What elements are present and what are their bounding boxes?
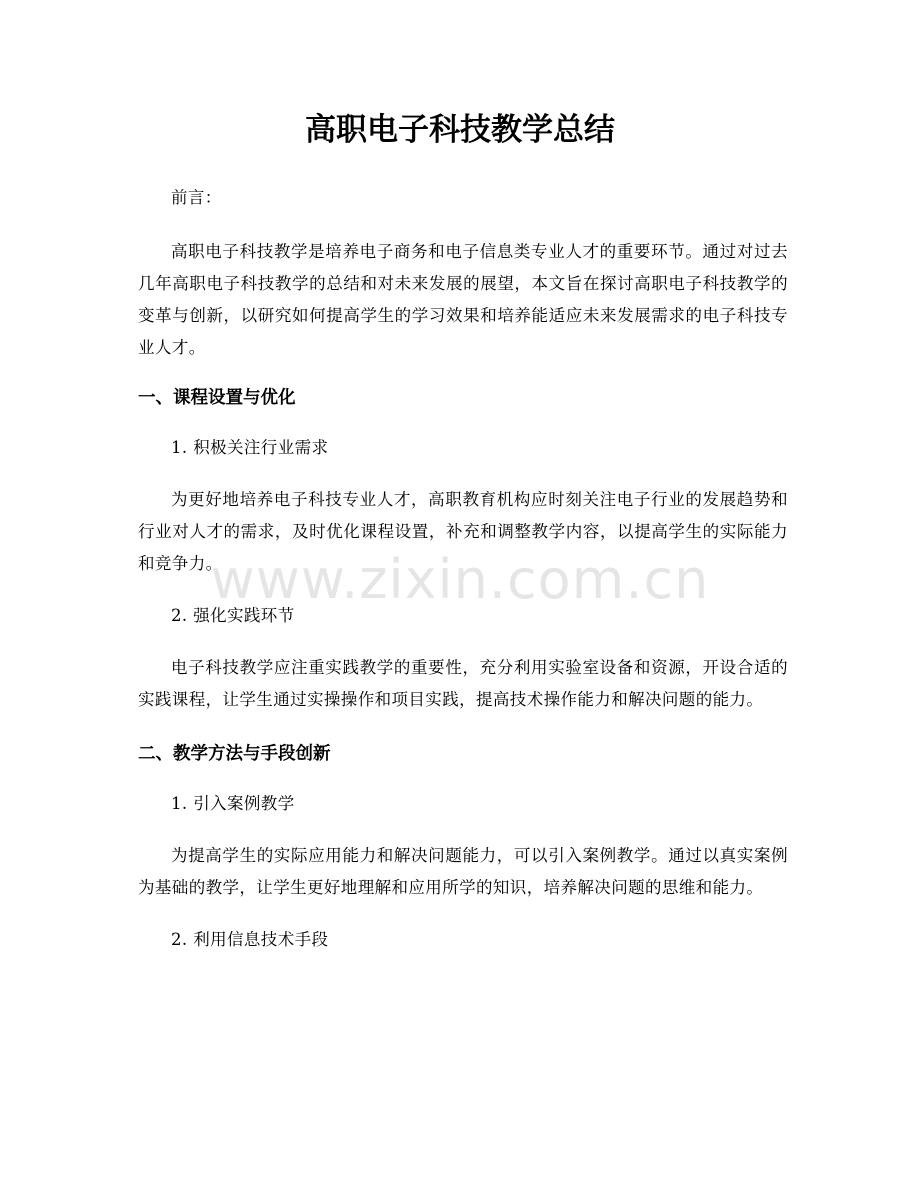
- section-heading-2: 二、教学方法与手段创新: [138, 744, 331, 764]
- document-title: 高职电子科技教学总结: [305, 112, 615, 148]
- subsection-label-1-1: 1. 积极关注行业需求: [171, 438, 329, 457]
- document-body: [138, 182, 788, 956]
- subsection-paragraph-2-1: 为提高学生的实际应用能力和解决问题能力，可以引入案例教学。通过以真实案例为基础的教学，让学生更好地理解和应用所学的知识，培养解决问题的思维和能力。: [138, 846, 788, 897]
- watermark: www.zixin.com.cn: [210, 548, 710, 611]
- preface-label: 前言：: [171, 188, 222, 207]
- subsection-paragraph-1-1: 为更好地培养电子科技专业人才，高职教育机构应时刻关注电子行业的发展趋势和行业对人才的需求，及时优化课程设置，补充和调整教学内容，以提高学生的实际能力和竞争力。: [138, 490, 788, 573]
- subsection-label-2-1: 1. 引入案例教学: [171, 794, 295, 813]
- subsection-paragraph-1-2: 电子科技教学应注重实践教学的重要性，充分利用实验室设备和资源，开设合适的实践课程，让学生通过实操操作和项目实践，提高技术操作能力和解决问题的能力。: [138, 658, 788, 709]
- section-heading-1: 一、课程设置与优化: [138, 388, 296, 408]
- subsection-label-2-2: 2. 利用信息技术手段: [171, 930, 329, 949]
- subsection-label-1-2: 2. 强化实践环节: [171, 606, 295, 625]
- preface-paragraph: 高职电子科技教学是培养电子商务和电子信息类专业人才的重要环节。通过对过去几年高职电子科技教学的总结和对未来发展的展望，本文旨在探讨高职电子科技教学的变革与创新，以研究如何提高学生的学习效果和培养能适应未来发展需求的电子科技专业人才。: [138, 242, 788, 357]
